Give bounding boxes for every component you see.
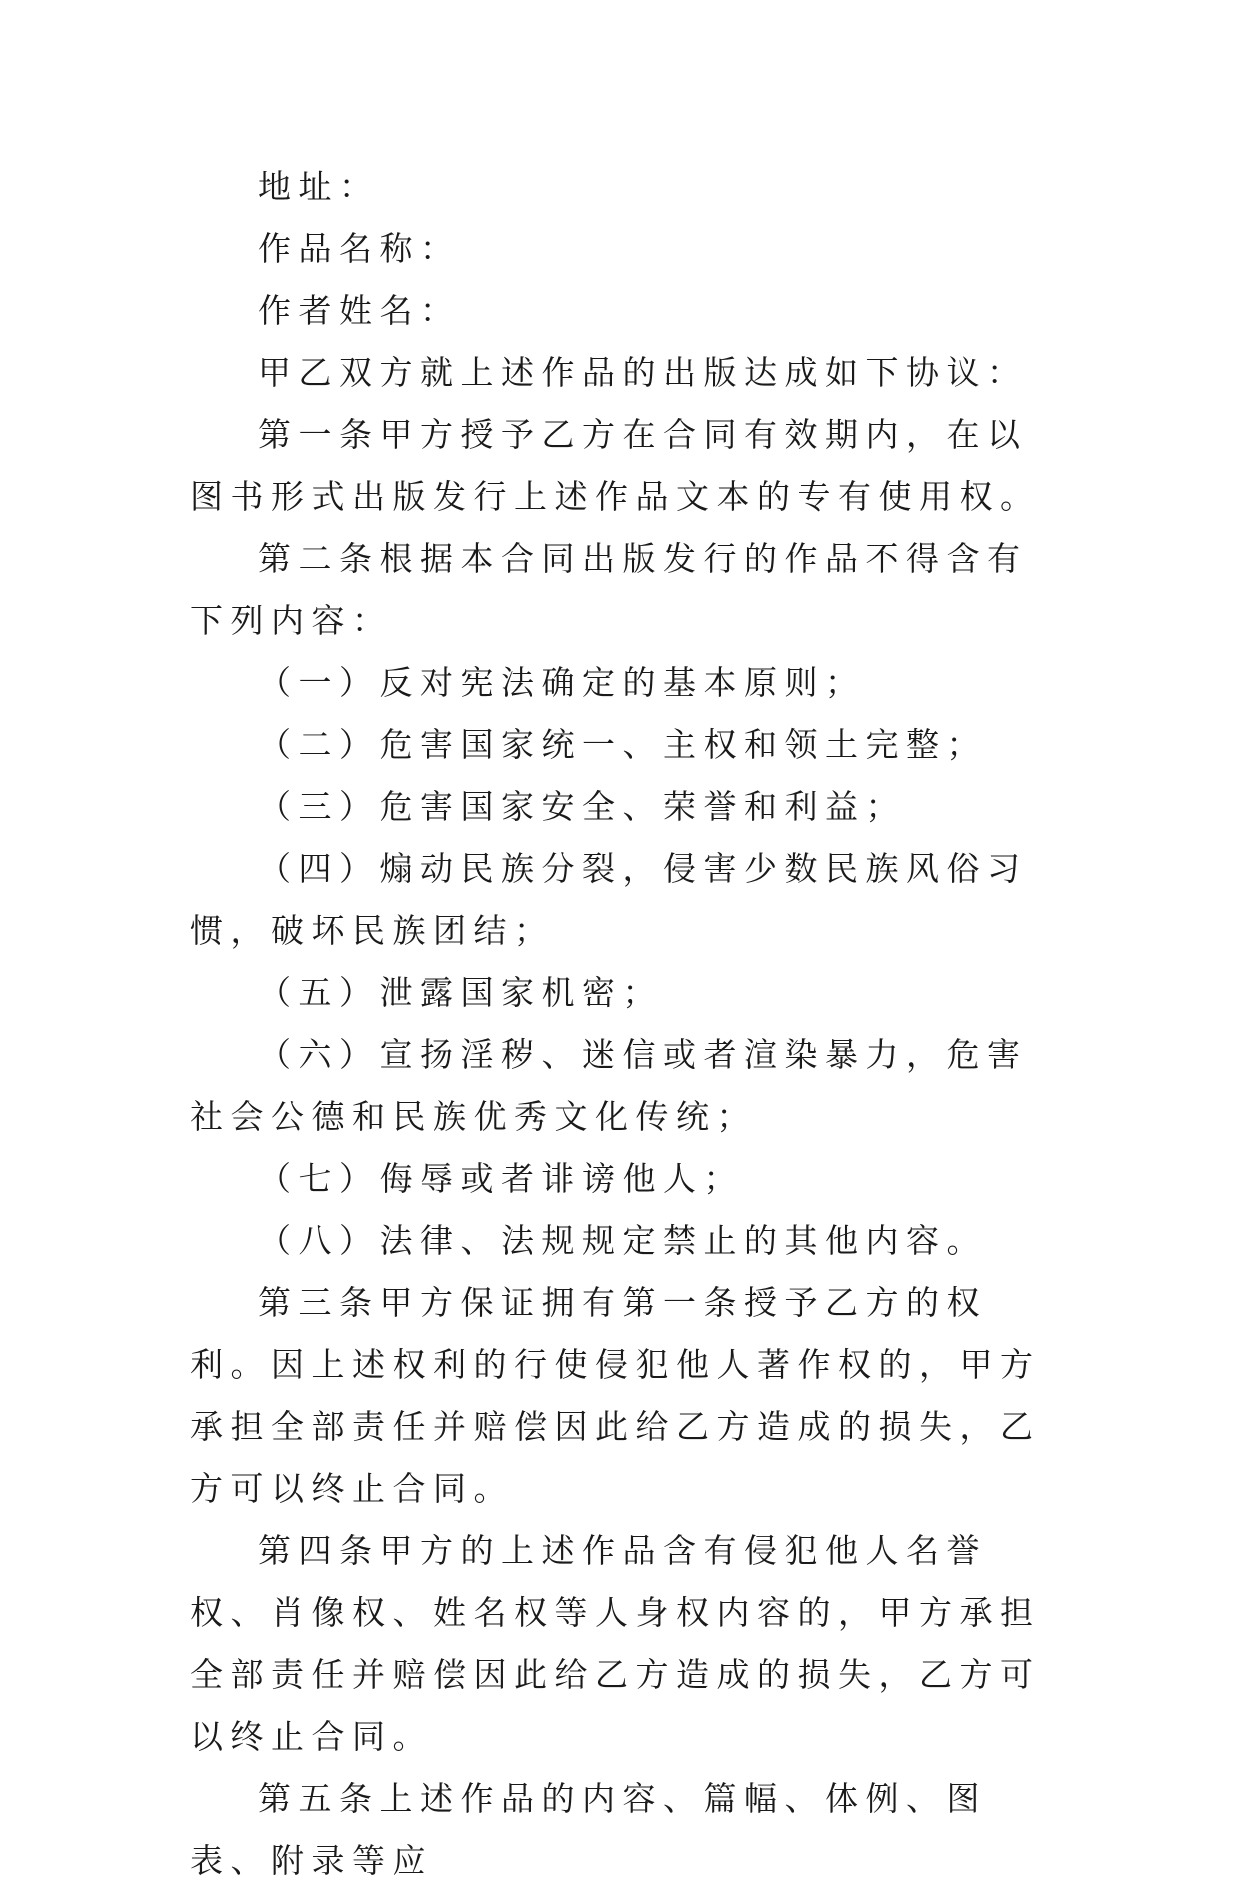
field-work-title: 作品名称： xyxy=(258,229,461,268)
article-5: 第五条上述作品的内容、篇幅、体例、图表、附录等应 xyxy=(190,1779,987,1880)
article-2-item-6: （六）宣扬淫秽、迷信或者渲染暴力，危害社会公德和民族优秀文化传统； xyxy=(190,1035,1028,1136)
article-2-item-2: （二）危害国家统一、主权和领土完整； xyxy=(258,725,987,764)
article-2: 第二条根据本合同出版发行的作品不得含有下列内容： xyxy=(190,539,1028,640)
article-2-item-7: （七）侮辱或者诽谤他人； xyxy=(258,1159,744,1198)
field-address: 地址： xyxy=(258,167,380,206)
document-body xyxy=(190,156,1050,1892)
article-2-item-4: （四）煽动民族分裂，侵害少数民族风俗习惯，破坏民族团结； xyxy=(190,849,1028,950)
article-2-item-3: （三）危害国家安全、荣誉和利益； xyxy=(258,787,906,826)
article-2-item-8: （八）法律、法规规定禁止的其他内容。 xyxy=(258,1221,987,1260)
agreement-intro: 甲乙双方就上述作品的出版达成如下协议： xyxy=(258,353,1028,392)
field-author-name: 作者姓名： xyxy=(258,291,461,330)
article-2-item-5: （五）泄露国家机密； xyxy=(258,973,663,1012)
article-4: 第四条甲方的上述作品含有侵犯他人名誉权、肖像权、姓名权等人身权内容的，甲方承担全部责任并赔偿因此给乙方造成的损失，乙方可以终止合同。 xyxy=(190,1531,1041,1756)
article-2-item-1: （一）反对宪法确定的基本原则； xyxy=(258,663,866,702)
article-1: 第一条甲方授予乙方在合同有效期内，在以图书形式出版发行上述作品文本的专有使用权。 xyxy=(190,415,1041,516)
article-3: 第三条甲方保证拥有第一条授予乙方的权利。因上述权利的行使侵犯他人著作权的，甲方承担全部责任并赔偿因此给乙方造成的损失，乙方可以终止合同。 xyxy=(190,1283,1041,1508)
